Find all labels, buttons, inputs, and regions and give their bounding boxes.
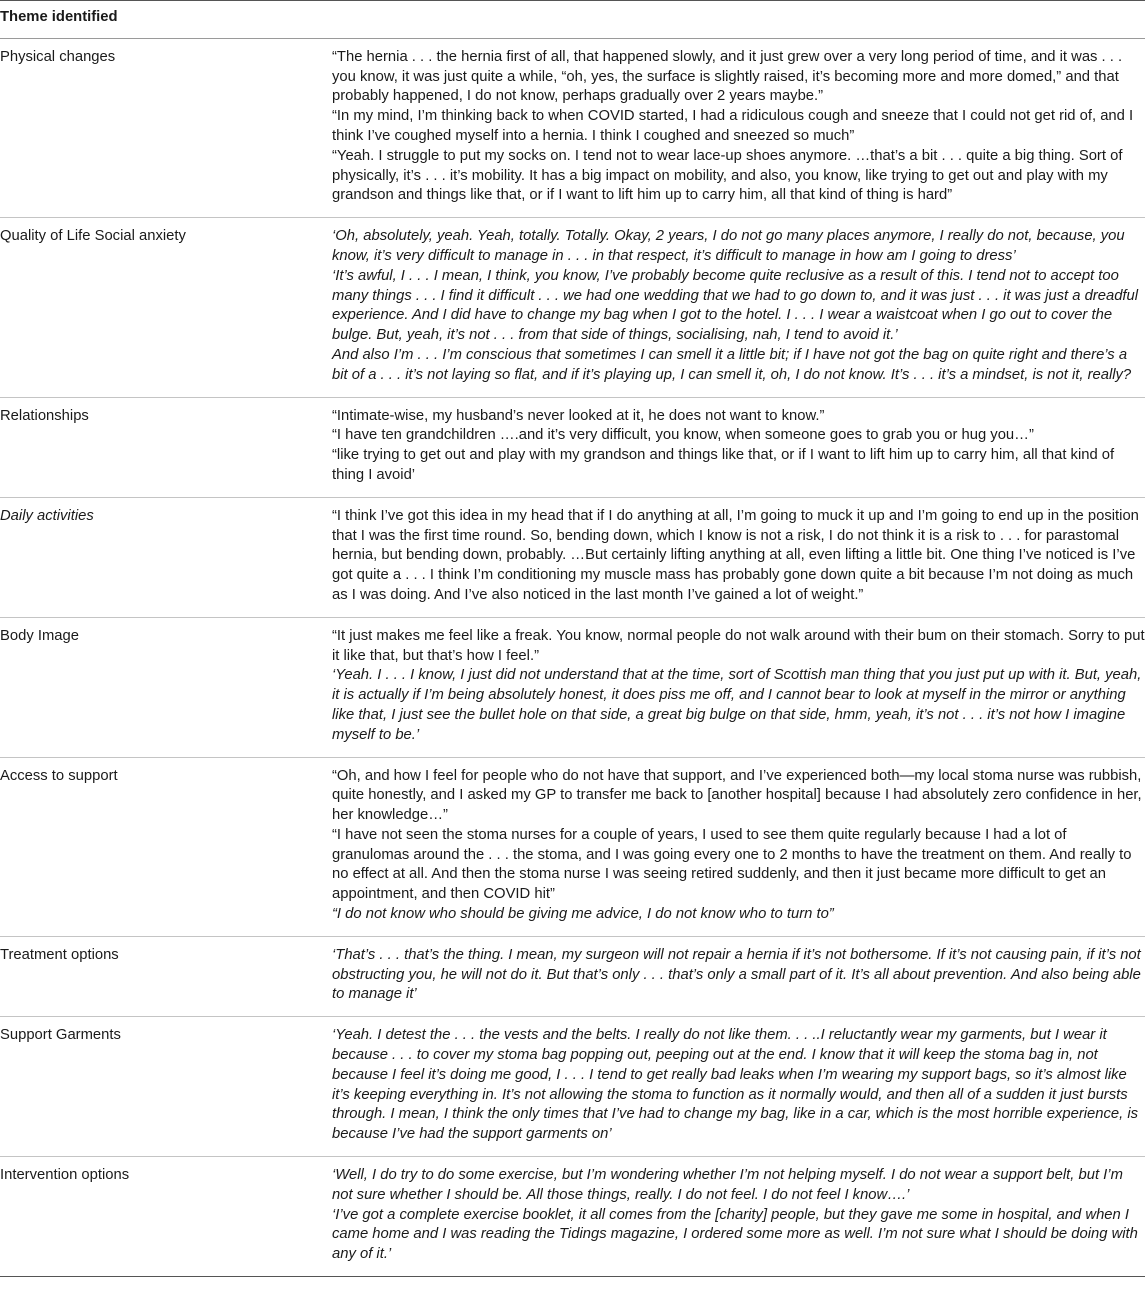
theme-cell: Support Garments: [0, 1027, 121, 1044]
table-header: [0, 1, 1145, 39]
quotes-cell: [330, 1017, 1145, 1157]
quote-text: “like trying to get out and play with my grandson and things like that, or if I want to lift him up to carry him, all that kind of thing I avoid’: [332, 447, 1115, 483]
quotes-column-header: [330, 1, 1145, 39]
quote-text: “I think I’ve got this idea in my head that if I do anything at all, I’m going to muck it up and I’m going to end up in the position that I was the first time round. So, bending down, which I know is not a risk, I do not think it is a risk to . . . for parastomal hernia, but bending down, probably. …But certainly lifting anything at all, even lifting a little bit. One thing I’ve noticed is I’ve got quite a . . . I think I’m conditioning my muscle mass has probably gone down quite a bit because I’m not doing as much as I was doing. And I’ve also noticed in the last month I’ve gained a lot of weight.”: [332, 507, 1139, 603]
quotes-cell: [330, 1157, 1145, 1277]
quotes-cell: [330, 497, 1145, 617]
quote-text: “I have ten grandchildren ….and it’s very difficult, you know, when someone goes to grab you or hug you…”: [332, 427, 1034, 444]
quote-text: ‘Yeah. I . . . I know, I just did not understand that at the time, sort of Scottish man thing that you just put up with it. But, yeah, it is actually if I’m being absolutely honest, it does piss me off, and I cannot bear to look at myself in the mirror or anything like that, I just see the bullet hole on that side, a great big bulge on that side, hmm, yeah, it’s not . . . it’s not how I imagine myself to be.’: [332, 667, 1142, 743]
quotes-cell: [330, 218, 1145, 397]
quote-text: “I have not seen the stoma nurses for a couple of years, I used to see them quite regularly because I had a lot of granulomas around the . . . the stoma, and I was going every one to 2 months to have the treatment on them. And really to no effect at all. And then the stoma nurse I was seeing retired suddenly, and then it just became more difficult to get an appointment, and then COVID hit”: [332, 826, 1132, 903]
quote-text: “Oh, and how I feel for people who do not have that support, and I’ve experienced both—my local stoma nurse was rubbish, quite honestly, and I asked my GP to transfer me back to [another hospital] because I had absolutely zero confidence in her, her knowledge…”: [332, 767, 1142, 824]
quote-text: ‘It’s awful, I . . . I mean, I think, you know, I’ve probably become quite reclusive as a result of this. I tend not to accept too many things . . . I find it difficult . . . we had one wedding that we had to go down to, and it was just . . . it was just a dreadful experience. And I did have to change my bag when I got to the hotel. I . . . I wear a waistcoat when I go out to cover the bulge. But, yeah, it’s not . . . from that side of things, socialising, nah, I tend to avoid it.’: [332, 267, 1139, 344]
quotes-cell: [330, 936, 1145, 1016]
table-row: [0, 1017, 1145, 1157]
quote-text: And also I’m . . . I’m conscious that sometimes I can smell it a little bit; if I have not got the bag on quite right and there’s a bit of a . . . it’s not laying so flat, and if it’s playing up, I can smell it, oh, I do not know. It’s . . . it’s a mindset, is not it, really?: [332, 346, 1132, 383]
quotes-cell: [330, 757, 1145, 936]
table-row: [0, 757, 1145, 936]
quote-text: “The hernia . . . the hernia first of all, that happened slowly, and it just grew over a very long period of time, and it was . . . you know, it was just quite a while, “oh, yes, the surface is slightly raised, it’s becoming more and more domed,” and that probably happened, I do not know, perhaps gradually over 2 years maybe.”: [332, 48, 1123, 105]
theme-cell: Physical changes: [0, 48, 116, 65]
table-row: [0, 936, 1145, 1016]
theme-cell: Quality of Life Social anxiety: [0, 228, 186, 245]
table-row: [0, 38, 1145, 217]
table-row: [0, 497, 1145, 617]
quote-text: “I do not know who should be giving me advice, I do not know who to turn to”: [332, 906, 834, 923]
quotes-cell: [330, 38, 1145, 217]
theme-column-header: Theme identified: [0, 1, 330, 39]
theme-cell: Intervention options: [0, 1167, 130, 1184]
quote-text: ‘Yeah. I detest the . . . the vests and the belts. I really do not like them. . . ..I reluctantly wear my garments, but I wear it because . . . to cover my stoma bag popping out, peeping out at the end. I know that it will keep the stoma bag in, not because I feel it’s doing me good, I . . . I tend to get really bad leaks when I’m wearing my support bags, so it’s almost like it’s keeping everything in. It’s not allowing the stoma to function as it normally would, and then all of a sudden it just bursts through. I mean, I think the only times that I’ve had to change my bag, like in a car, which is the most horrible experience, is because I’ve had the support garments on’: [332, 1027, 1139, 1143]
quote-text: “Yeah. I struggle to put my socks on. I tend not to wear lace-up shoes anymore. …that’s a bit . . . quite a big thing. Sort of physically, it’s . . . it’s mobility. It has a big impact on mobility, and also, you know, like trying to get out and play with my grandson and things like that, or if I want to lift him up to carry him, all that kind of thing is hard”: [332, 147, 1123, 204]
theme-cell: Treatment options: [0, 946, 119, 963]
quote-text: ‘Oh, absolutely, yeah. Yeah, totally. Totally. Okay, 2 years, I do not go many places anymore, I really do not, because, you know, it’s very difficult to manage in . . . in that respect, it’s difficult to manage in how am I going to dress’: [332, 228, 1125, 264]
table-row: [0, 397, 1145, 497]
theme-cell: Daily activities: [0, 507, 94, 524]
quote-text: ‘That’s . . . that’s the thing. I mean, my surgeon will not repair a hernia if it’s not bothersome. If it’s not causing pain, if it’s not obstructing you, he will not do it. But that’s only . . . that’s only a small part of it. It’s all about prevention. And also being able to manage it’: [332, 946, 1141, 1003]
quotes-cell: [330, 397, 1145, 497]
table-row: [0, 617, 1145, 757]
theme-cell: Body Image: [0, 627, 79, 644]
quote-text: ‘I’ve got a complete exercise booklet, it all comes from the [charity] people, but they gave me some in hospital, and when I came home and I was reading the Tidings magazine, I ordered some more as well. I’m not sure what I should be doing with any of it.’: [332, 1206, 1138, 1263]
table-row: [0, 218, 1145, 397]
quote-text: “Intimate-wise, my husband’s never looked at it, he does not want to know.”: [332, 407, 825, 424]
theme-cell: Relationships: [0, 407, 89, 424]
quotes-cell: [330, 617, 1145, 757]
table-row: [0, 1157, 1145, 1277]
table-body: [0, 38, 1145, 1276]
header-row: [0, 1, 1145, 39]
theme-cell: Access to support: [0, 767, 118, 784]
quote-text: “In my mind, I’m thinking back to when COVID started, I had a ridiculous cough and sneeze that I could not get rid of, and I think I’ve coughed myself into a hernia. I think I coughed and sneezed so much”: [332, 108, 1134, 144]
quote-text: ‘Well, I do try to do some exercise, but I’m wondering whether I’m not helping myself. I do not wear a support belt, but I’m not sure whether I should be. All those things, really. I do not feel. I do not feel I know….’: [332, 1167, 1123, 1203]
quote-text: “It just makes me feel like a freak. You know, normal people do not walk around with their bum on their stomach. Sorry to put it like that, but that’s how I feel.”: [332, 627, 1145, 664]
